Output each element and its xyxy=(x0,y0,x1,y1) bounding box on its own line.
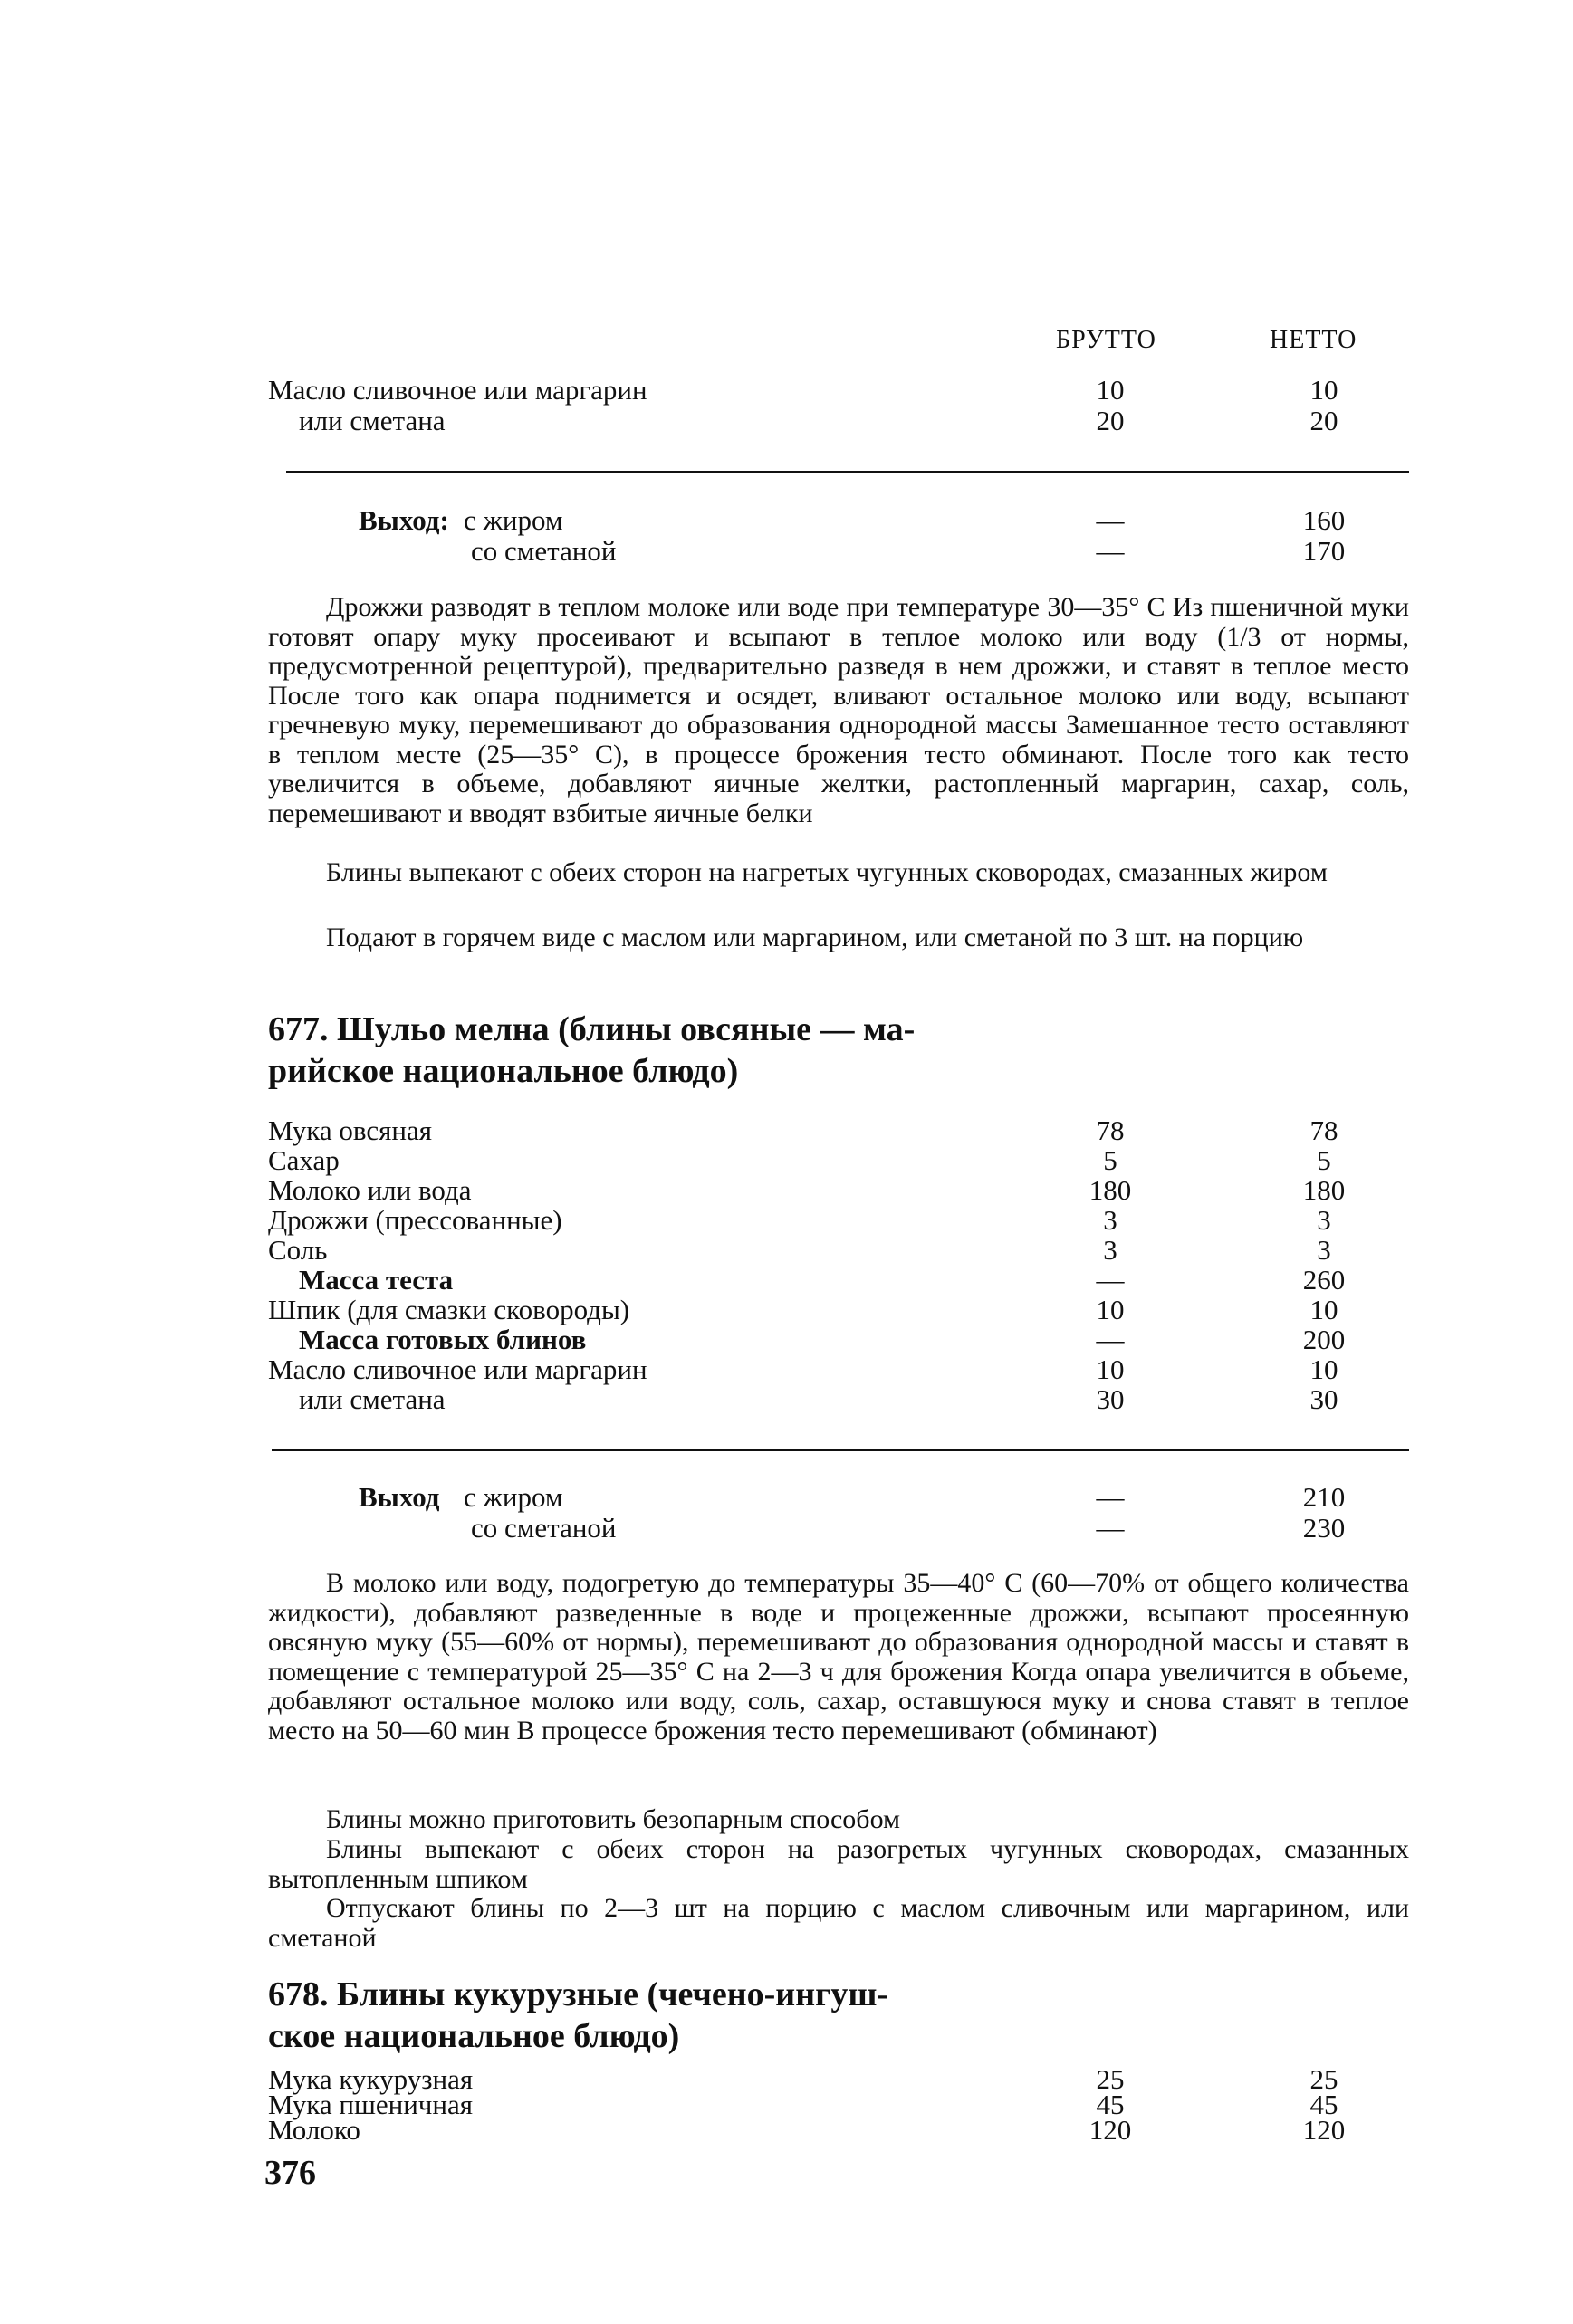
yield-row xyxy=(268,505,1409,536)
ingredient-row xyxy=(268,1145,1409,1175)
brutto-value: — xyxy=(1096,535,1125,567)
brutto-value: 45 xyxy=(1096,2089,1125,2120)
netto-value: 45 xyxy=(1309,2089,1338,2120)
netto-value: 30 xyxy=(1309,1383,1338,1415)
divider-rule xyxy=(286,471,1409,473)
ingredient-row xyxy=(268,1235,1409,1265)
netto-value: 180 xyxy=(1302,1174,1346,1206)
netto-value: 260 xyxy=(1302,1264,1346,1296)
yield-label: Выход: xyxy=(359,504,449,536)
brutto-value: 78 xyxy=(1096,1114,1125,1146)
yield-text: со сметаной xyxy=(471,535,617,567)
ingredient-label: Масса готовых блинов xyxy=(299,1324,587,1355)
ingredient-label: или сметана xyxy=(299,405,446,436)
brutto-value: 25 xyxy=(1096,2063,1125,2095)
instruction-paragraph: Подают в горячем виде с маслом или маргарином, или сметаной по 3 шт. на порцию xyxy=(326,923,1304,952)
yield-row xyxy=(268,1482,1409,1513)
netto-value: 170 xyxy=(1302,535,1346,567)
recipe-title-line: ское национальное блюдо) xyxy=(268,2017,680,2055)
instruction-paragraph: В молоко или воду, подогретую до температуры 35—40° С (60—70% от общего количества жидкости), добавляют разведенные в воде и процеженные дрожжи, всыпают просеянную овсяную муку (55—60% от нормы), перемешивают до образования однородной массы и ставят в помещение с температурой 25—35° С на 2—3 ч для брожения Когда опара увеличится в объеме, добавляют остальное молоко или воду, соль, сахар, оставшуюся муку и снова ставят в теплое место на 50—60 мин В процессе брожения тесто перемешивают (обминают) xyxy=(268,1568,1409,1745)
yield-row xyxy=(268,1513,1409,1544)
column-header-brutto: БРУТТО xyxy=(1056,326,1156,354)
netto-value: 10 xyxy=(1309,1294,1338,1325)
divider-rule xyxy=(272,1449,1409,1451)
brutto-value: 30 xyxy=(1096,1383,1125,1415)
ingredient-label: Мука кукурузная xyxy=(268,2063,474,2095)
yield-row xyxy=(268,536,1409,567)
brutto-value: 5 xyxy=(1103,1144,1117,1176)
brutto-value: 3 xyxy=(1103,1234,1117,1266)
netto-value: 10 xyxy=(1309,1353,1338,1385)
netto-value: 78 xyxy=(1309,1114,1338,1146)
yield-label: Выход xyxy=(359,1481,440,1513)
brutto-value: 10 xyxy=(1096,1294,1125,1325)
brutto-value: 120 xyxy=(1089,2114,1132,2146)
instruction-paragraph: Блины выпекают с обеих сторон на разогретых чугунных сковородах, смазанных вытопленным шпиком xyxy=(268,1834,1409,1894)
netto-value: 10 xyxy=(1309,374,1338,406)
ingredient-row xyxy=(268,375,1409,405)
brutto-value: — xyxy=(1096,1512,1125,1544)
brutto-value: — xyxy=(1096,1324,1125,1355)
netto-value: 120 xyxy=(1302,2114,1346,2146)
recipe-title xyxy=(268,1009,1011,1092)
brutto-value: 10 xyxy=(1096,374,1125,406)
ingredient-row xyxy=(268,1265,1409,1295)
brutto-value: 10 xyxy=(1096,1353,1125,1385)
recipe-title-line: рийское национальное блюдо) xyxy=(268,1052,739,1090)
netto-value: 5 xyxy=(1317,1144,1331,1176)
brutto-value: 3 xyxy=(1103,1204,1117,1236)
netto-value: 230 xyxy=(1302,1512,1346,1544)
ingredient-row xyxy=(268,406,1409,435)
ingredient-label: Дрожжи (прессованные) xyxy=(268,1204,562,1236)
netto-value: 20 xyxy=(1309,405,1338,436)
ingredient-label: Масло сливочное или маргарин xyxy=(268,1353,647,1385)
netto-value: 200 xyxy=(1302,1324,1346,1355)
netto-value: 3 xyxy=(1317,1234,1331,1266)
netto-value: 25 xyxy=(1309,2063,1338,2095)
recipe-title xyxy=(268,1974,1011,2057)
column-header-netto: НЕТТО xyxy=(1270,326,1357,354)
netto-value: 210 xyxy=(1302,1481,1346,1513)
ingredient-row xyxy=(268,1205,1409,1235)
yield-text: с жиром xyxy=(464,504,563,536)
ingredient-row xyxy=(268,1384,1409,1414)
instruction-paragraph: Дрожжи разводят в теплом молоке или воде при температуре 30—35° С Из пшеничной муки готовят опару муку просеивают и всыпают в теплое молоко или воду (1/3 от нормы, предусмотренной рецептурой), предварительно разведя в нем дрожжи, и ставят в теплое место После того как опара поднимется и осядет, вливают остальное молоко или воду, всыпают гречневую муку, перемешивают до образования однородной массы Замешанное тесто оставляют в теплом месте (25—35° С), в процессе брожения тесто обминают. После того как тесто увеличится в объеме, добавляют яичные желтки, растопленный маргарин, сахар, соль, перемешивают и вводят взбитые яичные белки xyxy=(268,592,1409,828)
instruction-paragraph: Блины можно приготовить безопарным способом xyxy=(326,1804,900,1834)
ingredient-row xyxy=(268,1354,1409,1384)
ingredient-label: Соль xyxy=(268,1234,328,1266)
netto-value: 3 xyxy=(1317,1204,1331,1236)
yield-text: с жиром xyxy=(464,1481,563,1513)
ingredient-row xyxy=(268,1295,1409,1325)
brutto-value: — xyxy=(1096,504,1125,536)
ingredient-row xyxy=(268,1175,1409,1205)
page-number: 376 xyxy=(264,2154,316,2192)
ingredient-label: или сметана xyxy=(299,1383,446,1415)
ingredient-label: Молоко xyxy=(268,2114,360,2146)
instruction-paragraph: Отпускают блины по 2—3 шт на порцию с маслом сливочным или маргарином, или сметаной xyxy=(268,1893,1409,1953)
brutto-value: — xyxy=(1096,1264,1125,1296)
ingredient-row xyxy=(268,1325,1409,1354)
brutto-value: 180 xyxy=(1089,1174,1132,1206)
ingredient-label: Шпик (для смазки сковороды) xyxy=(268,1294,630,1325)
ingredient-label: Мука овсяная xyxy=(268,1114,432,1146)
ingredient-label: Масло сливочное или маргарин xyxy=(268,374,647,406)
brutto-value: 20 xyxy=(1096,405,1125,436)
ingredient-row xyxy=(268,1115,1409,1145)
recipe-title-line: 678. Блины кукурузные (чечено-ингуш- xyxy=(268,1975,889,2013)
yield-text: со сметаной xyxy=(471,1512,617,1544)
ingredient-label: Мука пшеничная xyxy=(268,2089,473,2120)
netto-value: 160 xyxy=(1302,504,1346,536)
ingredient-label: Молоко или вода xyxy=(268,1174,472,1206)
ingredient-row xyxy=(268,2115,1409,2145)
instruction-paragraph: Блины выпекают с обеих сторон на нагретых чугунных сковородах, смазанных жиром xyxy=(326,857,1328,887)
ingredient-label: Масса теста xyxy=(299,1264,454,1296)
brutto-value: — xyxy=(1096,1481,1125,1513)
ingredient-label: Сахар xyxy=(268,1144,340,1176)
recipe-title-line: 677. Шульо мелна (блины овсяные — ма- xyxy=(268,1010,916,1048)
